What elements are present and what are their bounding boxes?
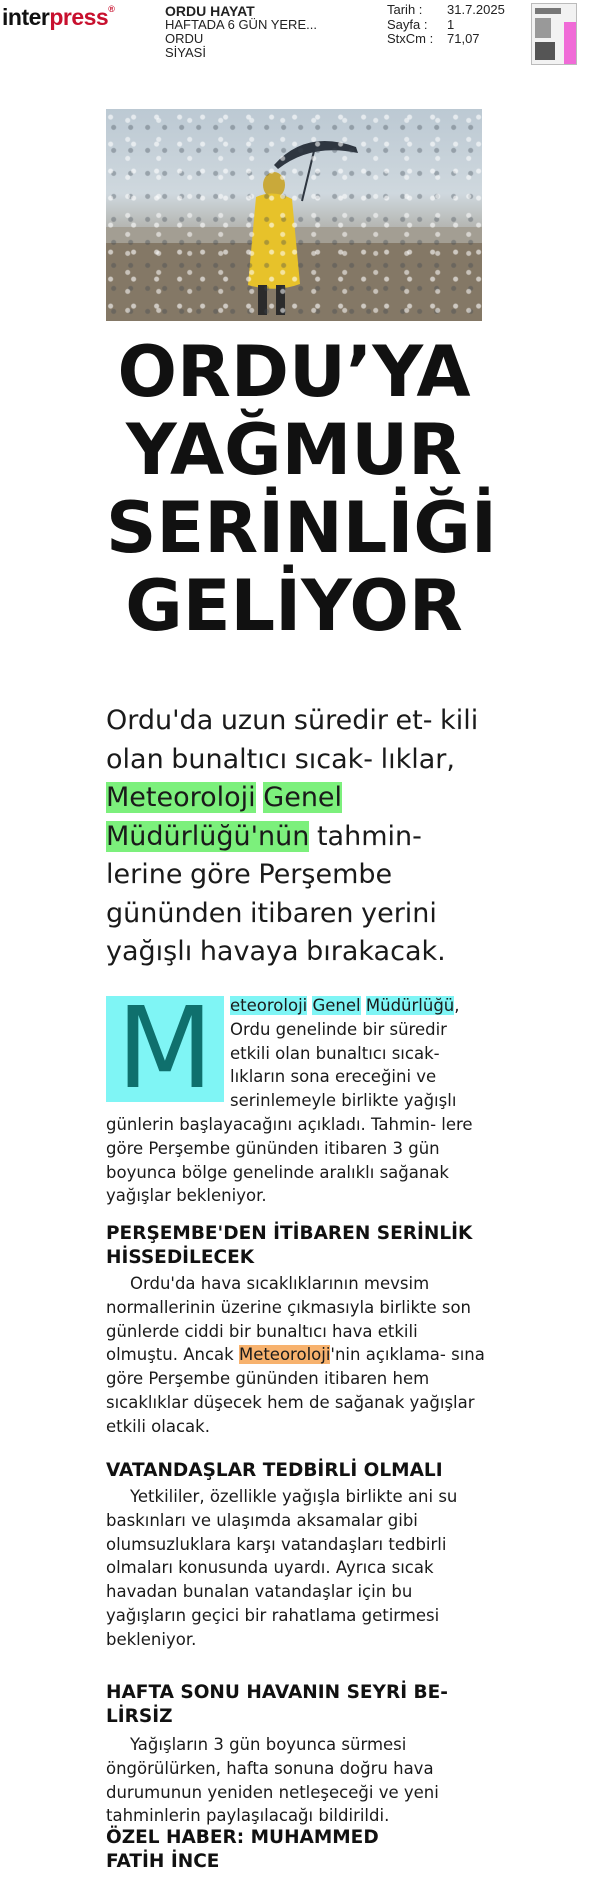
intro-text: , Ordu genelinde bir süredir etkili olan bunaltıcı sıcak- lıkların sona ereceğini ve serinlemeyle birlikte yağışlı günlerin başlayacağını açıkladı. Tahmin- lere göre Perşembe gününden itibaren 3 gün boyunca bölge genelinde aralıklı sağanak yağışlar bekleniyor. xyxy=(106,996,473,1206)
clipping-meta xyxy=(165,4,365,60)
interpress-logo xyxy=(2,4,114,31)
headline-line: SERİNLİĞİ xyxy=(106,487,497,569)
date-label: Tarih : xyxy=(387,2,423,17)
page-row xyxy=(387,18,527,33)
page-thumbnail-icon[interactable] xyxy=(531,3,577,65)
date-row xyxy=(387,3,527,18)
article-intro xyxy=(106,984,486,1208)
section-heading: HAFTA SONU HAVANIN SEYRİ BE- LİRSİZ xyxy=(106,1682,448,1727)
thumbnail-highlight xyxy=(564,22,576,64)
article-spot xyxy=(106,702,491,972)
keyword-highlight: eteoroloji xyxy=(230,996,308,1015)
publication-city: ORDU xyxy=(165,31,204,46)
headline-line: ORDU’YA xyxy=(117,331,471,413)
publication-name: ORDU HAYAT xyxy=(165,3,255,19)
article-headline xyxy=(106,331,497,647)
article-byline: ÖZEL HABER: MUHAMMED FATİH İNCE xyxy=(106,1827,379,1872)
section-text: 'nin açıklama- sına göre Perşembe gününden itibaren hem sıcaklıklar düşecek hem de sağanak yağışlar etkili olacak. xyxy=(106,1345,485,1436)
thumbnail-block xyxy=(535,18,551,38)
page-value: 1 xyxy=(447,16,455,32)
keyword-highlight: Meteoroloji xyxy=(106,782,256,813)
thumbnail-block xyxy=(535,42,555,60)
section-body: Yağışların 3 gün boyunca sürmesi öngörülürken, hafta sonuna doğru hava durumunun yeniden netleşeceği ve yeni tahminlerin paylaşılacağı bildirildi. xyxy=(106,1735,439,1826)
thumbnail-block xyxy=(535,8,561,14)
drop-cap: M xyxy=(106,996,224,1102)
spot-text: Ordu'da uzun süredir et- kili olan bunaltıcı sıcak- lıklar, xyxy=(106,705,479,775)
size-value: 71,07 xyxy=(447,31,480,46)
size-label: StxCm : xyxy=(387,31,434,46)
date-value: 31.7.2025 xyxy=(447,2,505,17)
size-row xyxy=(387,32,527,47)
page-label: Sayfa : xyxy=(387,16,428,32)
keyword-highlight: Genel xyxy=(312,996,361,1015)
registered-mark: ® xyxy=(108,4,115,14)
clipping-details xyxy=(387,3,527,47)
keyword-highlight: Müdürlüğü xyxy=(365,996,455,1015)
rain-drops-overlay xyxy=(106,109,482,321)
headline-line: GELİYOR xyxy=(125,565,463,647)
logo-text-accent: press xyxy=(49,4,109,30)
section-heading: PERŞEMBE'DEN İTİBAREN SERİNLİK HİSSEDİLECEK xyxy=(106,1223,473,1268)
section-body xyxy=(106,1272,486,1439)
publication-category: SİYASİ xyxy=(165,45,206,60)
publication-frequency: HAFTADA 6 GÜN YERE... xyxy=(165,17,317,32)
section-text: Ordu'da hava sıcaklıklarının mevsim normallerinin üzerine çıkmasıyla birlikte son günlerde ciddi bir bunaltıcı hava etkili olmuştu. Ancak xyxy=(106,1274,472,1365)
keyword-highlight: Meteoroloji xyxy=(238,1345,331,1365)
spot-text: tahmin- lerine göre Perşembe gününden itibaren yerini yağışlı havaya bırakacak. xyxy=(106,820,446,967)
logo-text-main: inter xyxy=(2,4,50,30)
keyword-highlight: Müdürlüğü'nün xyxy=(106,820,310,852)
section-body: Yetkililer, özellikle yağışla birlikte ani su baskınları ve ulaşımda aksamalar gibi olumsuzluklara karşı vatandaşları tedbirli olmaları konusunda uyardı. Ayrıca sıcak havadan bunalan vatandaşlar için bu yağışların geçici bir rahatlama getirmesi bekleniyor. xyxy=(106,1487,458,1649)
keyword-highlight: Genel xyxy=(263,782,343,813)
section-heading: VATANDAŞLAR TEDBİRLİ OLMALI xyxy=(106,1460,443,1481)
headline-line: YAĞMUR xyxy=(125,409,463,491)
rain-umbrella-photo xyxy=(106,109,482,321)
